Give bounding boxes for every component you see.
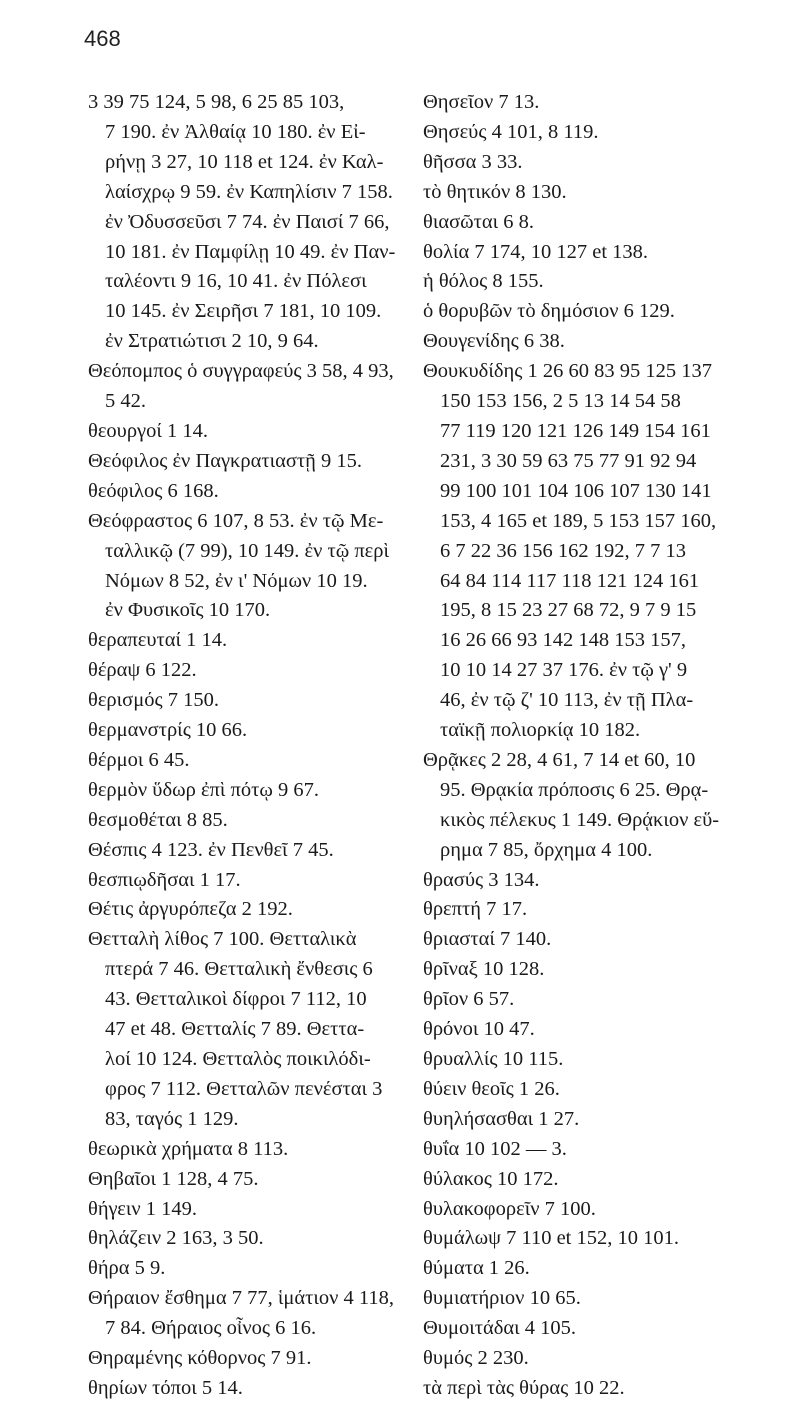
index-line: 43. Θετταλικοὶ δίφροι 7 112, 10 <box>105 988 367 1011</box>
index-line: 10 10 14 27 37 176. ἐν τῷ γ' 9 <box>440 659 688 682</box>
index-line: κικὸς πέλεκυς 1 149. Θρᾴκιον εὕ- <box>440 808 720 831</box>
index-line: 47 et 48. Θετταλίς 7 89. Θεττα- <box>105 1018 365 1041</box>
index-line: 6 7 22 36 156 162 192, 7 7 13 <box>440 539 686 562</box>
index-line: θρασύς 3 134. <box>423 868 540 891</box>
index-line: 10 181. ἐν Παμφίλῃ 10 49. ἐν Παν- <box>105 240 396 263</box>
index-line: 83, ταγός 1 129. <box>105 1107 239 1130</box>
index-line: 3 39 75 124, 5 98, 6 25 85 103, <box>88 91 345 113</box>
index-line: Θετταλὴ λίθος 7 100. Θετταλικὰ <box>88 928 357 951</box>
index-line: 64 84 114 117 118 121 124 161 <box>440 569 700 592</box>
index-line: 99 100 101 104 106 107 130 141 <box>440 479 712 502</box>
index-line: θεόφιλος 6 168. <box>88 479 219 502</box>
index-line: φρος 7 112. Θετταλῶν πενέσται 3 <box>105 1077 383 1100</box>
index-line: θερμανστρίς 10 66. <box>88 719 248 742</box>
index-line: 16 26 66 93 142 148 153 157, <box>440 629 686 652</box>
page-number: 468 <box>84 26 121 51</box>
index-line: τὰ περὶ τὰς θύρας 10 22. <box>423 1376 625 1399</box>
index-line: 5 42. <box>105 390 146 413</box>
index-line: Θηβαῖοι 1 128, 4 75. <box>88 1167 259 1190</box>
index-line: ταλέοντι 9 16, 10 41. ἐν Πόλεσι <box>105 270 367 293</box>
index-line: 46, ἐν τῷ ζ' 10 113, ἐν τῇ Πλα- <box>440 689 694 712</box>
index-line: Θέσπις 4 123. ἐν Πενθεῖ 7 45. <box>88 838 334 861</box>
index-line: θύλακος 10 172. <box>423 1167 559 1190</box>
index-line: θριασταί 7 140. <box>423 928 552 951</box>
index-line: θρῖναξ 10 128. <box>423 958 545 981</box>
index-line: θυηλήσασθαι 1 27. <box>423 1107 580 1130</box>
index-line: Θηραμένης κόθορνος 7 91. <box>88 1347 312 1370</box>
index-line: Θουγενίδης 6 38. <box>423 330 565 353</box>
index-line: θεωρικὰ χρήματα 8 113. <box>88 1137 289 1160</box>
index-line: θηλάζειν 2 163, 3 50. <box>88 1227 264 1250</box>
index-line: Θρᾷκες 2 28, 4 61, 7 14 et 60, 10 <box>423 748 696 771</box>
index-line: θεσμοθέται 8 85. <box>88 808 228 831</box>
index-line: 77 119 120 121 126 149 154 161 <box>440 419 711 442</box>
index-line: Θησεύς 4 101, 8 119. <box>423 120 599 143</box>
index-line: θήγειν 1 149. <box>88 1197 198 1220</box>
index-line: θηρίων τόποι 5 14. <box>88 1376 243 1399</box>
index-line: θυμάλωψ 7 110 et 152, 10 101. <box>423 1227 679 1250</box>
index-line: θυμός 2 230. <box>423 1347 529 1370</box>
index-line: ὁ θορυβῶν τὸ δημόσιον 6 129. <box>423 300 675 323</box>
index-line: Θεόπομπος ὁ συγγραφεύς 3 58, 4 93, <box>88 360 394 383</box>
index-line: Θεόφραστος 6 107, 8 53. ἐν τῷ Με- <box>88 509 384 532</box>
index-line: Θησεῖον 7 13. <box>423 91 540 113</box>
index-line: ἡ θόλος 8 155. <box>423 270 544 293</box>
index-line: 7 84. Θήραιος οἶνος 6 16. <box>105 1317 317 1340</box>
index-line: Θήραιον ἔσθημα 7 77, ἱμάτιον 4 118, <box>88 1287 394 1310</box>
index-line: λοί 10 124. Θετταλὸς ποικιλόδι- <box>105 1048 371 1070</box>
index-line: θεουργοί 1 14. <box>88 419 209 442</box>
index-line: ἐν Φυσικοῖς 10 170. <box>105 599 271 622</box>
index-line: λαίσχρῳ 9 59. ἐν Καπηλίσιν 7 158. <box>105 180 393 203</box>
index-line: ἐν Ὀδυσσεῦσι 7 74. ἐν Παισί 7 66, <box>105 210 390 233</box>
index-line: 150 153 156, 2 5 13 14 54 58 <box>440 390 681 413</box>
index-line: θρῖον 6 57. <box>423 988 515 1011</box>
index-column-right <box>423 88 741 1404</box>
index-line: ταλλικῷ (7 99), 10 149. ἐν τῷ περὶ <box>105 539 390 562</box>
index-line: Θυμοιτάδαι 4 105. <box>423 1317 576 1340</box>
index-line: θρυαλλίς 10 115. <box>423 1048 564 1070</box>
index-line: ἐν Στρατιώτισι 2 10, 9 64. <box>105 330 319 353</box>
index-line: θερισμός 7 150. <box>88 689 219 712</box>
index-line: θρόνοι 10 47. <box>423 1018 535 1041</box>
index-line: θρεπτή 7 17. <box>423 898 528 921</box>
index-line: θολία 7 174, 10 127 et 138. <box>423 240 649 263</box>
index-line: ρημα 7 85, ὄρχημα 4 100. <box>440 838 653 861</box>
index-line: Θεόφιλος ἐν Παγκρατιαστῇ 9 15. <box>88 449 362 472</box>
index-line: 153, 4 165 et 189, 5 153 157 160, <box>440 509 717 532</box>
index-line: ταϊκῇ πολιορκίᾳ 10 182. <box>440 719 641 742</box>
index-line: Νόμων 8 52, ἐν ι' Νόμων 10 19. <box>105 569 368 592</box>
index-line: θήρα 5 9. <box>88 1257 166 1280</box>
index-column-left <box>88 88 400 1404</box>
index-line: θέραψ 6 122. <box>88 659 197 682</box>
index-line: θυΐα 10 102 — 3. <box>423 1137 567 1160</box>
index-line: θύματα 1 26. <box>423 1257 530 1280</box>
index-line: θυλακοφορεῖν 7 100. <box>423 1197 596 1220</box>
index-line: 7 190. ἐν Ἀλθαίᾳ 10 180. ἐν Εἰ- <box>105 120 366 143</box>
index-line: θυμιατήριον 10 65. <box>423 1287 581 1310</box>
index-line: ρήνῃ 3 27, 10 118 et 124. ἐν Καλ- <box>105 150 384 173</box>
index-line: 195, 8 15 23 27 68 72, 9 7 9 15 <box>440 599 697 622</box>
index-line: θύειν θεοῖς 1 26. <box>423 1077 560 1100</box>
index-line: θεραπευταί 1 14. <box>88 629 228 652</box>
index-line: θῆσσα 3 33. <box>423 150 523 173</box>
index-line: Θέτις ἀργυρόπεζα 2 192. <box>88 898 293 921</box>
index-line: θιασῶται 6 8. <box>423 210 534 233</box>
index-line: θεσπιῳδῆσαι 1 17. <box>88 868 241 891</box>
index-line: Θουκυδίδης 1 26 60 83 95 125 137 <box>423 360 712 383</box>
index-line: θέρμοι 6 45. <box>88 748 190 771</box>
index-line: 231, 3 30 59 63 75 77 91 92 94 <box>440 449 697 472</box>
index-line: θερμὸν ὕδωρ ἐπὶ πότῳ 9 67. <box>88 778 320 801</box>
index-line: 95. Θρᾳκία πρόποσις 6 25. Θρᾳ- <box>440 778 709 801</box>
index-line: πτερά 7 46. Θετταλικὴ ἔνθεσις 6 <box>105 958 373 981</box>
index-line: 10 145. ἐν Σειρῆσι 7 181, 10 109. <box>105 300 382 323</box>
index-line: τὸ θητικόν 8 130. <box>423 180 567 203</box>
